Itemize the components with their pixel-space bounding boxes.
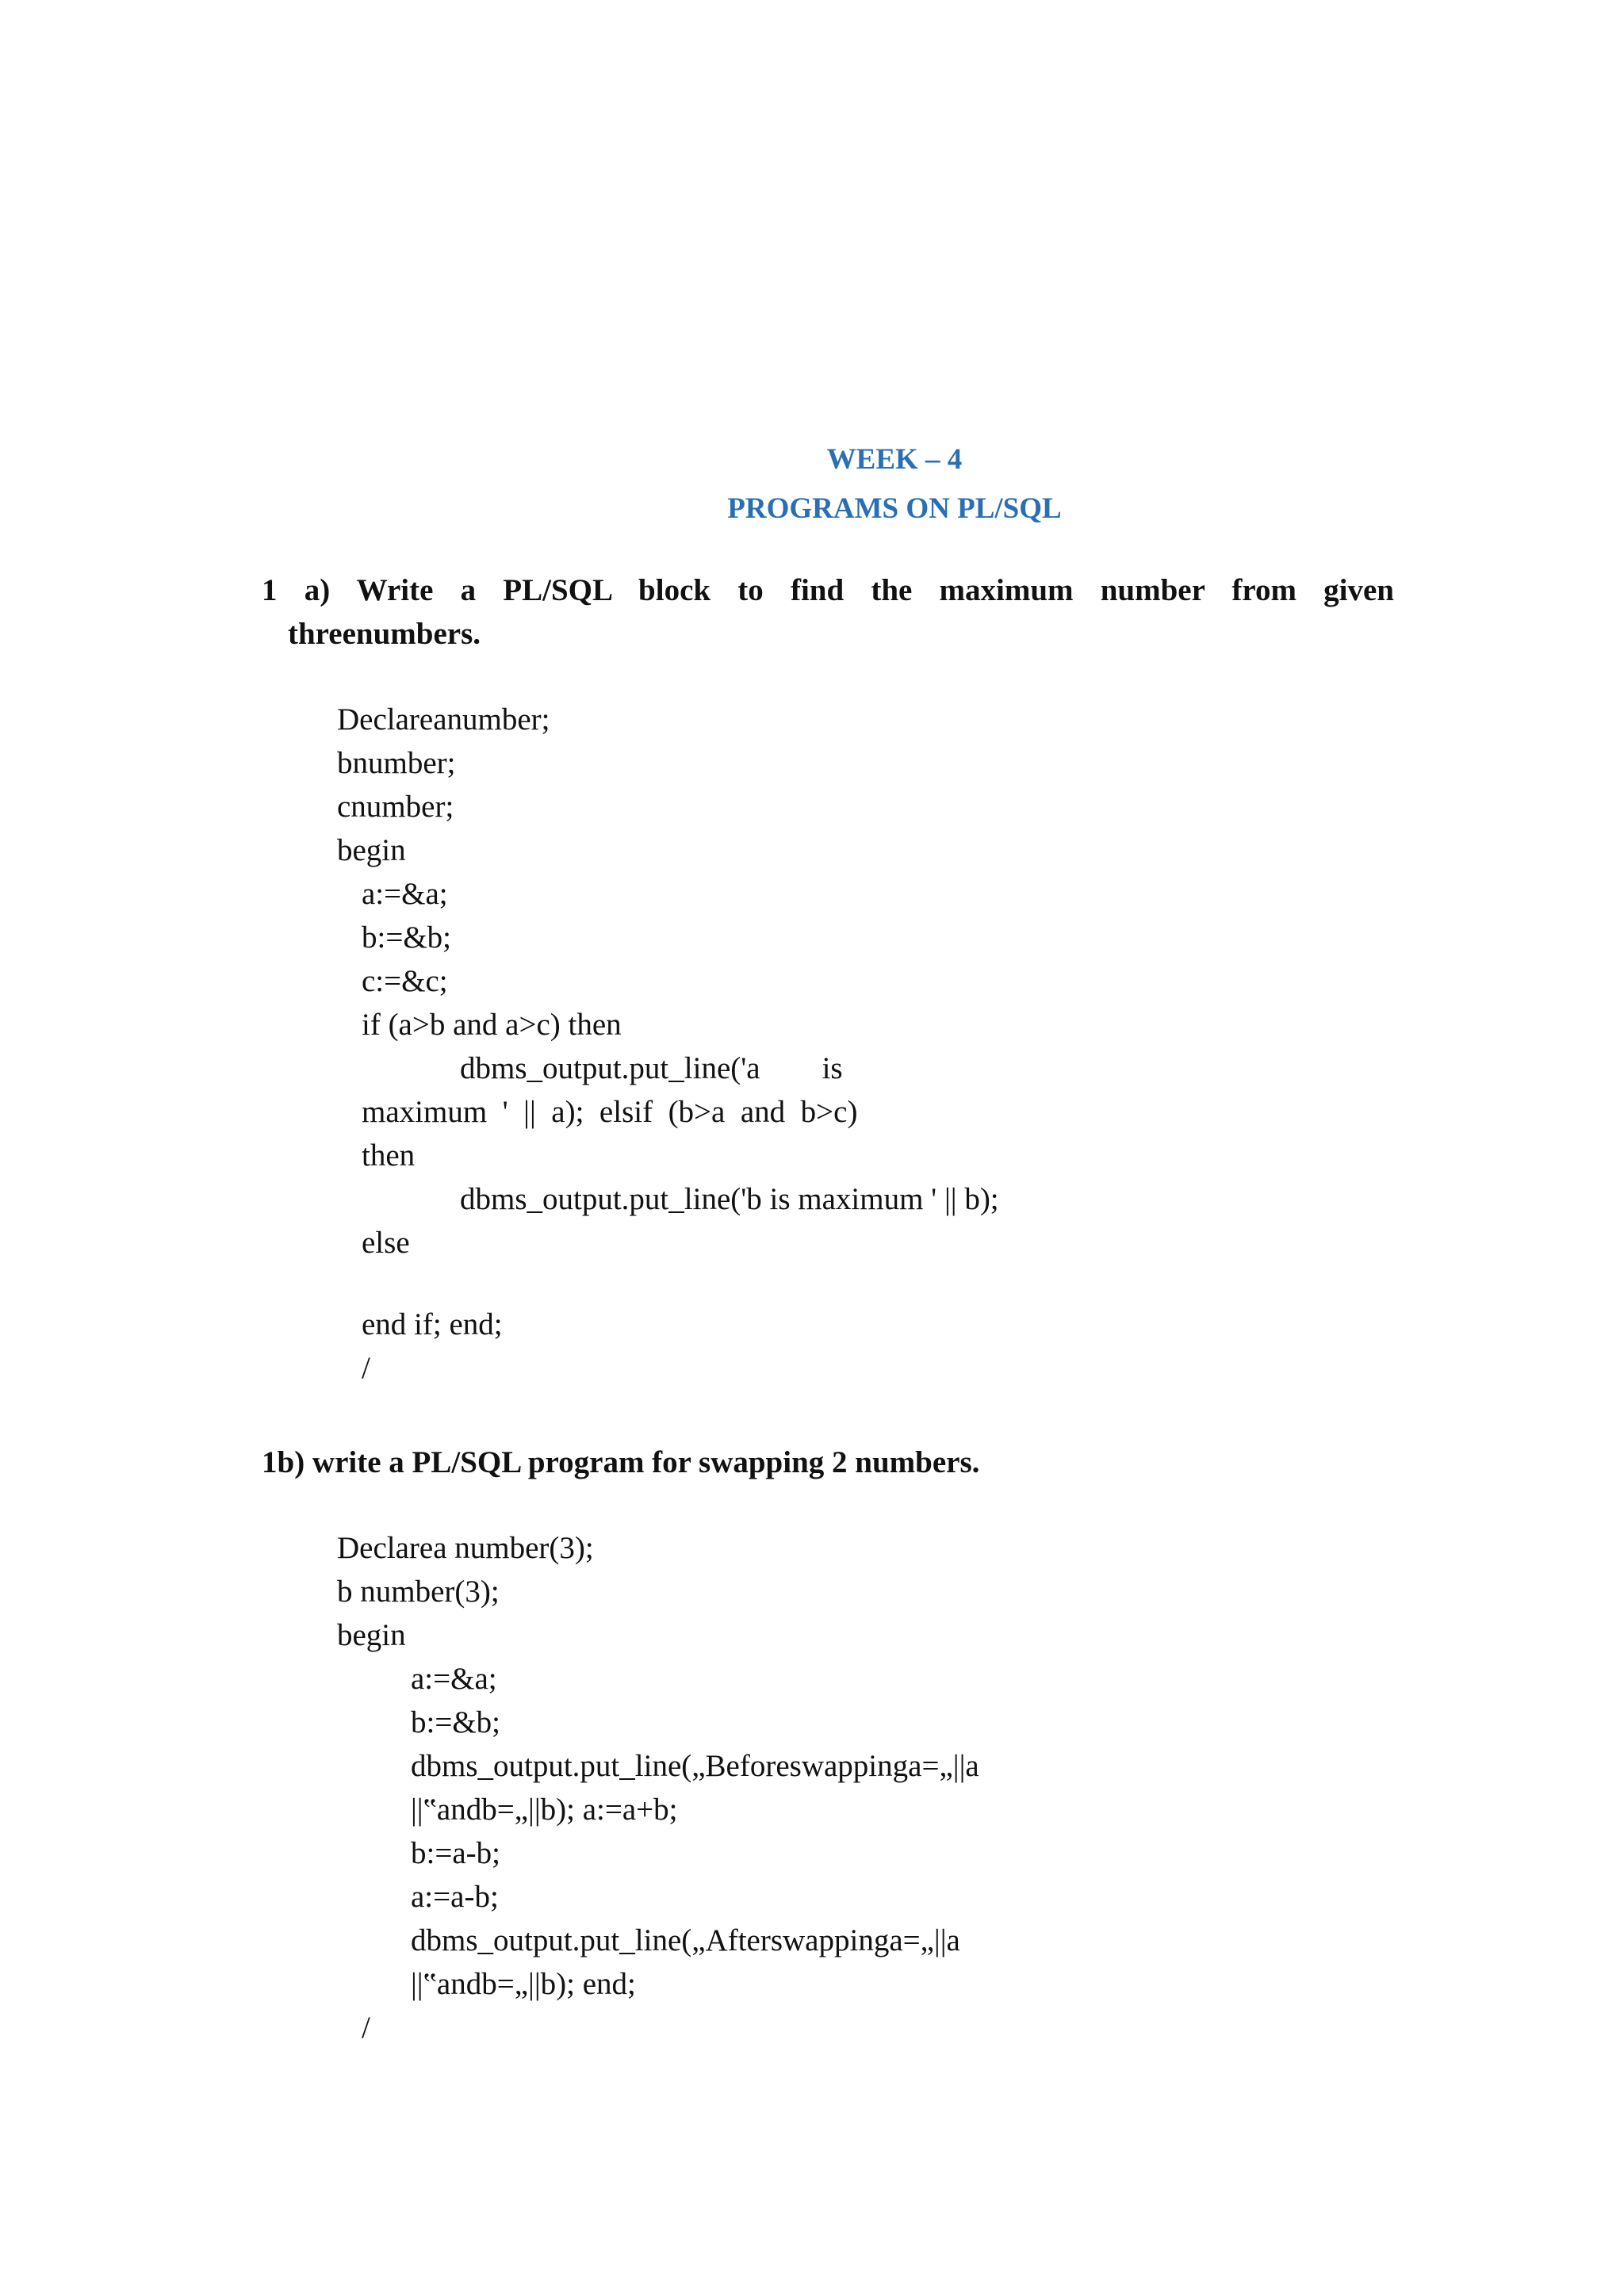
code-line: ||‟andb=„||b); a:=a+b; bbox=[411, 1793, 678, 1827]
code-line: a:=&a; bbox=[411, 1662, 497, 1696]
code-line: cnumber; bbox=[337, 790, 454, 824]
code-line: Declarea number(3); bbox=[337, 1531, 594, 1565]
question-1b-text: 1b) write a PL/SQL program for swapping 2 numbers. bbox=[262, 1445, 980, 1479]
code-line: b number(3); bbox=[337, 1575, 500, 1609]
question-1a-text: 1 a) Write a PL/SQL block to find the maximum number from given bbox=[262, 573, 1394, 607]
code-line: dbms_output.put_line('b is maximum ' || b); bbox=[460, 1182, 999, 1216]
code-line: b:=a-b; bbox=[411, 1836, 500, 1870]
code-line: / bbox=[362, 1351, 370, 1385]
code-line: then bbox=[362, 1138, 416, 1173]
code-line: Declareanumber; bbox=[337, 702, 550, 737]
code-line: a:=&a; bbox=[362, 877, 448, 911]
code-line: c:=&c; bbox=[362, 964, 448, 998]
question-1a-text-continued: threenumbers. bbox=[288, 617, 481, 651]
code-line: dbms_output.put_line('a is bbox=[460, 1051, 843, 1085]
code-line: / bbox=[362, 2011, 370, 2045]
code-line: ||‟andb=„||b); end; bbox=[411, 1967, 636, 2001]
code-line: end if; end; bbox=[362, 1307, 503, 1341]
code-line: dbms_output.put_line(„Afterswappinga=„||a bbox=[411, 1923, 960, 1957]
code-line: b:=&b; bbox=[411, 1705, 501, 1739]
code-line: begin bbox=[337, 1618, 406, 1652]
code-line: bnumber; bbox=[337, 746, 456, 780]
code-line: else bbox=[362, 1226, 410, 1260]
week-heading: WEEK – 4 bbox=[826, 443, 963, 476]
code-line: a:=a-b; bbox=[411, 1880, 499, 1914]
code-line: maximum ' || a); elsif (b>a and b>c) bbox=[362, 1095, 858, 1129]
code-line: if (a>b and a>c) then bbox=[362, 1008, 622, 1042]
code-line: dbms_output.put_line(„Beforeswappinga=„||a bbox=[411, 1749, 979, 1783]
code-line: begin bbox=[337, 833, 406, 867]
code-line: b:=&b; bbox=[362, 920, 452, 955]
section-title: PROGRAMS ON PL/SQL bbox=[727, 492, 1062, 525]
